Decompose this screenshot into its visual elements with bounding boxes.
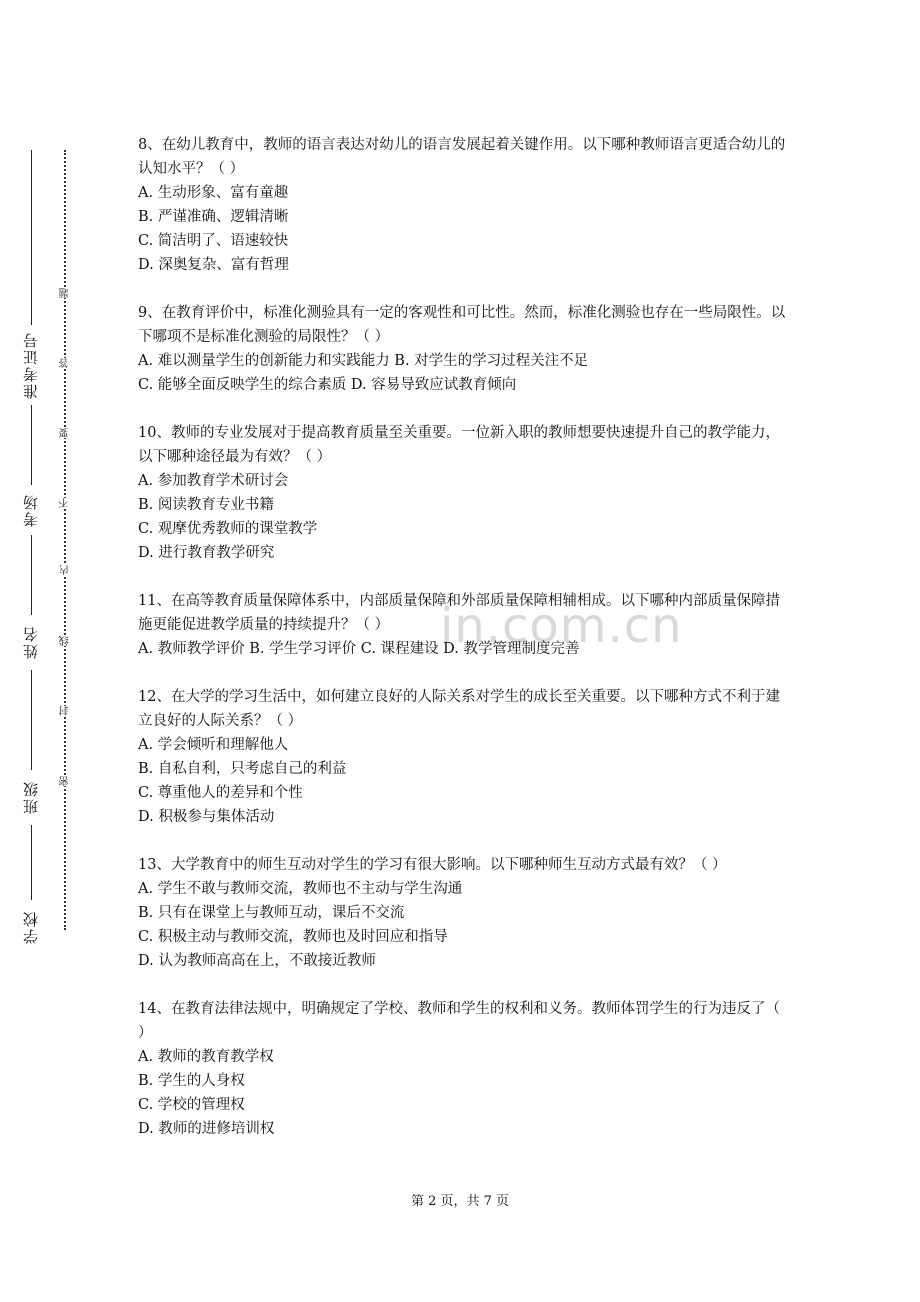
option: B. 只有在课堂上与教师互动，课后不交流 [138,905,405,921]
option: D. 认为教师高高在上，不敢接近教师 [138,953,376,969]
option: C. 能够全面反映学生的综合素质 D. 容易导致应试教育倾向 [138,377,517,393]
option: C. 观摩优秀教师的课堂教学 [138,521,318,537]
school-field [18,825,44,950]
school-line [31,825,32,900]
name-label: 姓名 [22,625,40,660]
exam-room-line [31,405,32,485]
school-label: 学校 [22,910,40,945]
seal-char: 密 [60,776,74,786]
name-field [18,535,44,665]
exam-room-label: 考场 [22,493,40,527]
option: A. 学会倾听和理解他人 [138,737,289,753]
question-stem: 10、教师的专业发展对于提高教育质量至关重要。一位新入职的教师想要快速提升自己的教学能力，以下哪种途径最为有效？（ ） [138,425,780,465]
question-12 [138,685,790,829]
watermark: in.com.cn [440,598,683,654]
option: D. 积极参与集体活动 [138,809,275,825]
seal-line [64,150,72,930]
exam-id-label: 准考证号 [22,331,40,399]
option: B. 阅读教育专业书籍 [138,497,274,513]
option: A. 参加教育学术研讨会 [138,473,289,489]
class-field [18,670,44,820]
option: B. 学生的人身权 [138,1073,245,1089]
question-11 [138,589,790,661]
question-stem: 11、在高等教育质量保障体系中，内部质量保障和外部质量保障相辅相成。以下哪种内部质量保障措施更能促进教学质量的持续提升？（ ） [138,593,780,633]
exam-id-field [18,150,44,400]
exam-room-field [18,405,44,530]
option: A. 难以测量学生的创新能力和实践能力 B. 对学生的学习过程关注不足 [138,353,589,369]
option: D. 进行教育教学研究 [138,545,275,561]
option: D. 深奥复杂、富有哲理 [138,257,289,273]
class-line [31,670,32,770]
question-stem: 12、在大学的学习生活中，如何建立良好的人际关系对学生的成长至关重要。以下哪种方式不利于建立良好的人际关系？（ ） [138,689,780,729]
question-list [138,133,790,1165]
option: A. 教师教学评价 B. 学生学习评价 C. 课程建设 D. 教学管理制度完善 [138,641,580,657]
name-line [31,535,32,615]
question-10 [138,421,790,565]
seal-char: 封 [60,706,74,716]
question-13 [138,853,790,973]
question-9 [138,301,790,397]
option: A. 教师的教育教学权 [138,1049,274,1065]
page-footer: 第 2 页，共 7 页 [410,1194,510,1209]
question-8 [138,133,790,277]
question-stem: 13、大学教育中的师生互动对学生的学习有很大影响。以下哪种师生互动方式最有效？（ ） [138,857,727,873]
question-stem: 9、在教育评价中，标准化测验具有一定的客观性和可比性。然而，标准化测验也存在一些局限性。以下哪项不是标准化测验的局限性？（ ） [138,305,786,345]
option: C. 积极主动与教师交流，教师也及时回应和指导 [138,929,448,945]
seal-char: 不 [60,498,74,508]
option: A. 生动形象、富有童趣 [138,185,289,201]
seal-char: 线 [60,636,74,646]
option: A. 学生不敢与教师交流，教师也不主动与学生沟通 [138,881,463,897]
seal-char: 要 [60,428,74,438]
option: B. 自私自利，只考虑自己的利益 [138,761,347,777]
question-stem: 8、在幼儿教育中，教师的语言表达对幼儿的语言发展起着关键作用。以下哪种教师语言更适合幼儿的认知水平？（ ） [138,137,786,177]
option: C. 简洁明了、语速较快 [138,233,289,249]
question-14 [138,997,790,1141]
seal-char: 内 [60,565,74,575]
exam-id-line [31,150,32,325]
seal-char: 题 [60,288,74,298]
option: B. 严谨准确、逻辑清晰 [138,209,289,225]
question-stem: 14、在教育法律法规中，明确规定了学校、教师和学生的权利和义务。教师体罚学生的行为违反了（ ） [138,1001,780,1041]
option: D. 教师的进修培训权 [138,1121,275,1137]
seal-char: 答 [60,358,74,368]
binding-margin [0,0,60,1302]
option: C. 尊重他人的差异和个性 [138,785,303,801]
class-label: 班级 [22,780,40,815]
option: C. 学校的管理权 [138,1097,245,1113]
